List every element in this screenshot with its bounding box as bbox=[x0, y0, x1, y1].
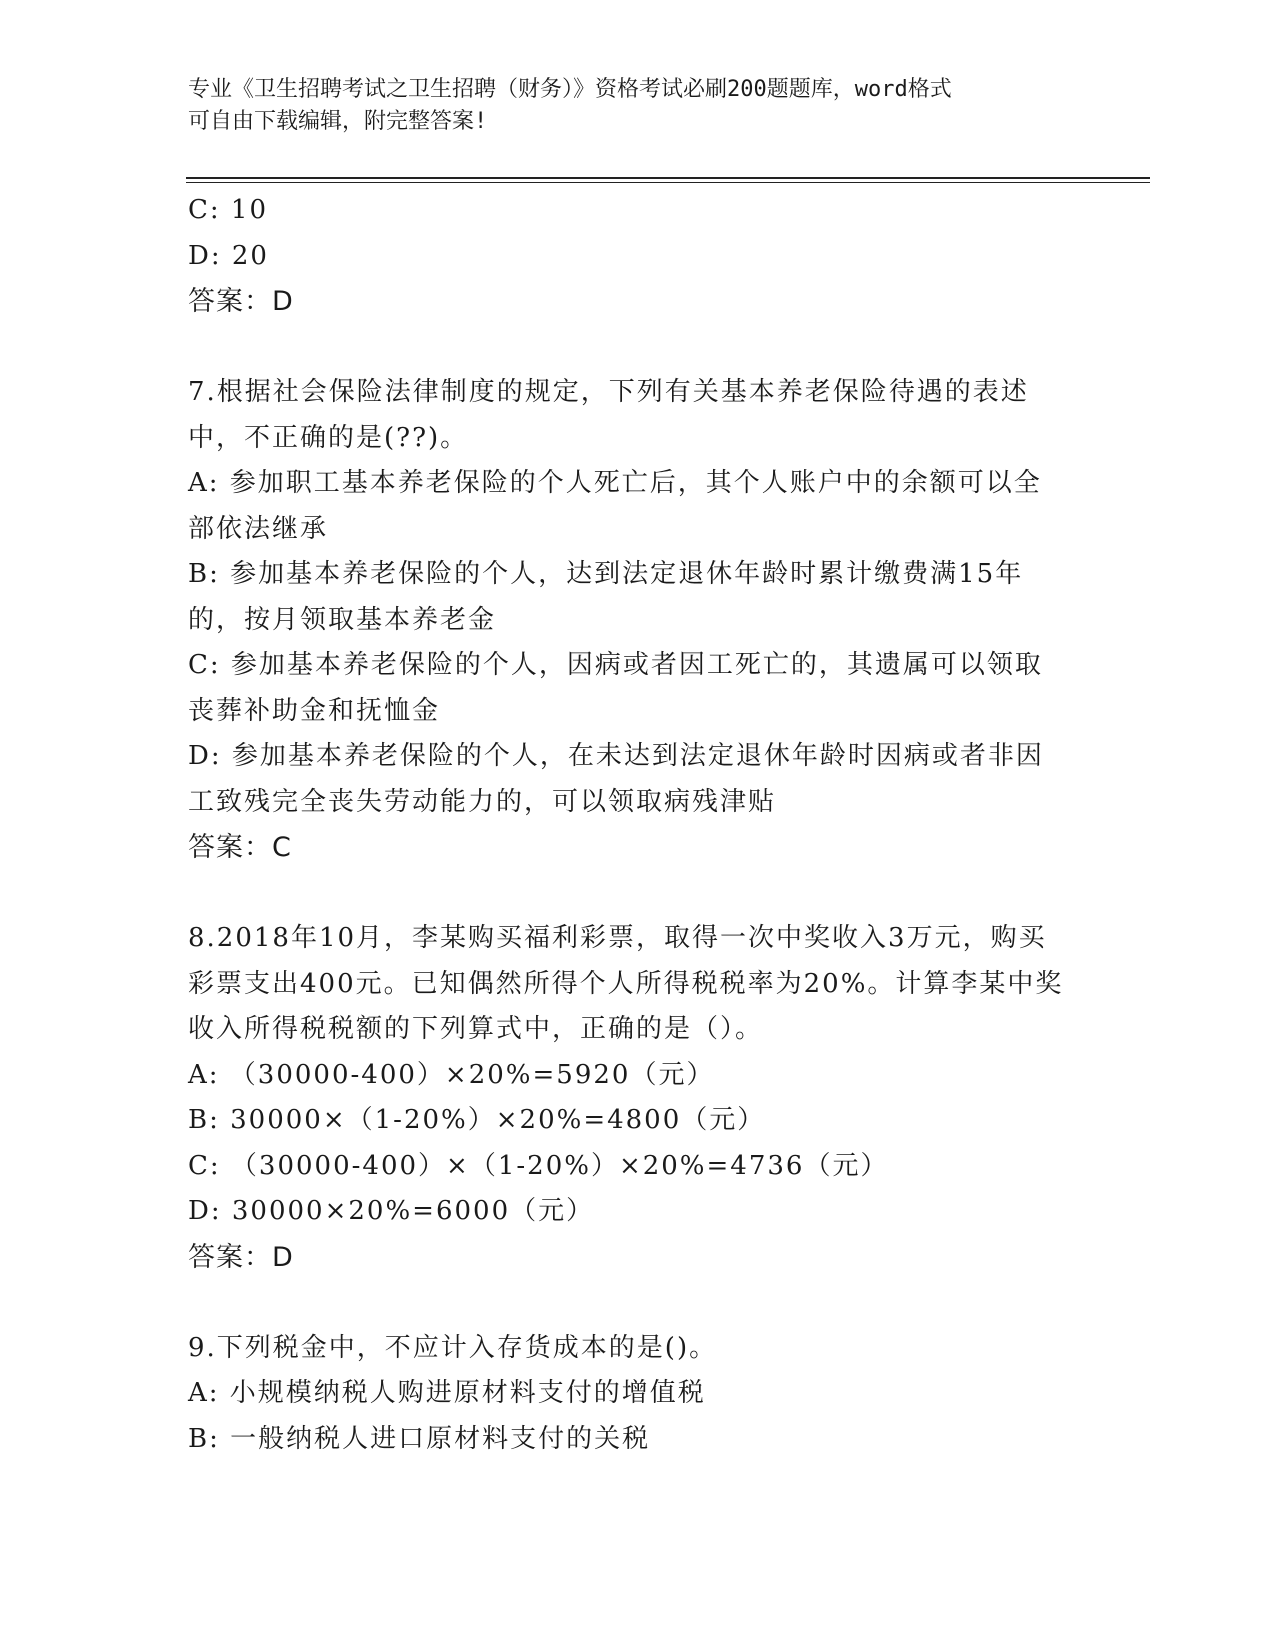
q8-question-line-2: 彩票支出400元。已知偶然所得个人所得税税率为20%。计算李某中奖 bbox=[188, 968, 1064, 999]
q8-option-d: D: 30000×20%=6000（元） bbox=[188, 1196, 595, 1226]
q8-option-c: C: （30000-400）×（1-20%）×20%=4736（元） bbox=[188, 1150, 889, 1181]
q6-answer: 答案：D bbox=[188, 286, 294, 317]
q8-option-b: B: 30000×（1-20%）×20%=4800（元） bbox=[188, 1105, 766, 1135]
q7-option-d-line-1: D: 参加基本养老保险的个人，在未达到法定退休年龄时因病或者非因 bbox=[188, 741, 1044, 771]
q6-option-c: C: 10 bbox=[188, 195, 269, 225]
document-body bbox=[188, 188, 1088, 1462]
q9-option-a: A: 小规模纳税人购进原材料支付的增值税 bbox=[188, 1378, 706, 1408]
q7-option-d-line-2: 工致残完全丧失劳动能力的，可以领取病残津贴 bbox=[188, 786, 777, 817]
q8-question-line-3: 收入所得税税额的下列算式中，正确的是（）。 bbox=[188, 1014, 764, 1044]
q7-option-c-line-1: C: 参加基本养老保险的个人，因病或者因工死亡的，其遗属可以领取 bbox=[188, 650, 1043, 680]
q7-option-a-line-1: A: 参加职工基本养老保险的个人死亡后，其个人账户中的余额可以全 bbox=[188, 468, 1042, 498]
q7-answer: 答案：C bbox=[188, 832, 292, 863]
header-rule-thick bbox=[186, 177, 1150, 179]
spacer bbox=[188, 1280, 1088, 1326]
q9-question-line-1: 9.下列税金中，不应计入存货成本的是()。 bbox=[188, 1332, 718, 1363]
q8-question-line-1: 8.2018年10月，李某购买福利彩票，取得一次中奖收入3万元，购买 bbox=[188, 923, 1047, 953]
q7-option-b-line-2: 的，按月领取基本养老金 bbox=[188, 604, 497, 635]
header-line-1: 专业《卫生招聘考试之卫生招聘（财务）》资格考试必刷200题题库，word格式 bbox=[188, 77, 952, 102]
spacer bbox=[188, 871, 1088, 917]
header-line-2: 可自由下载编辑，附完整答案! bbox=[188, 109, 488, 134]
header-rule-thin bbox=[186, 182, 1150, 183]
q7-option-b-line-1: B: 参加基本养老保险的个人，达到法定退休年龄时累计缴费满15年 bbox=[188, 559, 1024, 589]
q9-option-b: B: 一般纳税人进口原材料支付的关税 bbox=[188, 1423, 651, 1454]
q7-option-c-line-2: 丧葬补助金和抚恤金 bbox=[188, 695, 441, 726]
spacer bbox=[188, 325, 1088, 371]
q7-question-line-1: 7.根据社会保险法律制度的规定，下列有关基本养老保险待遇的表述 bbox=[188, 377, 1029, 407]
q8-option-a: A: （30000-400）×20%=5920（元） bbox=[188, 1059, 715, 1090]
q8-answer: 答案：D bbox=[188, 1241, 294, 1273]
q6-option-d: D: 20 bbox=[188, 240, 269, 271]
page-header bbox=[188, 74, 1088, 138]
q7-question-line-2: 中，不正确的是(??)。 bbox=[188, 422, 469, 453]
q7-option-a-line-2: 部依法继承 bbox=[188, 513, 329, 544]
